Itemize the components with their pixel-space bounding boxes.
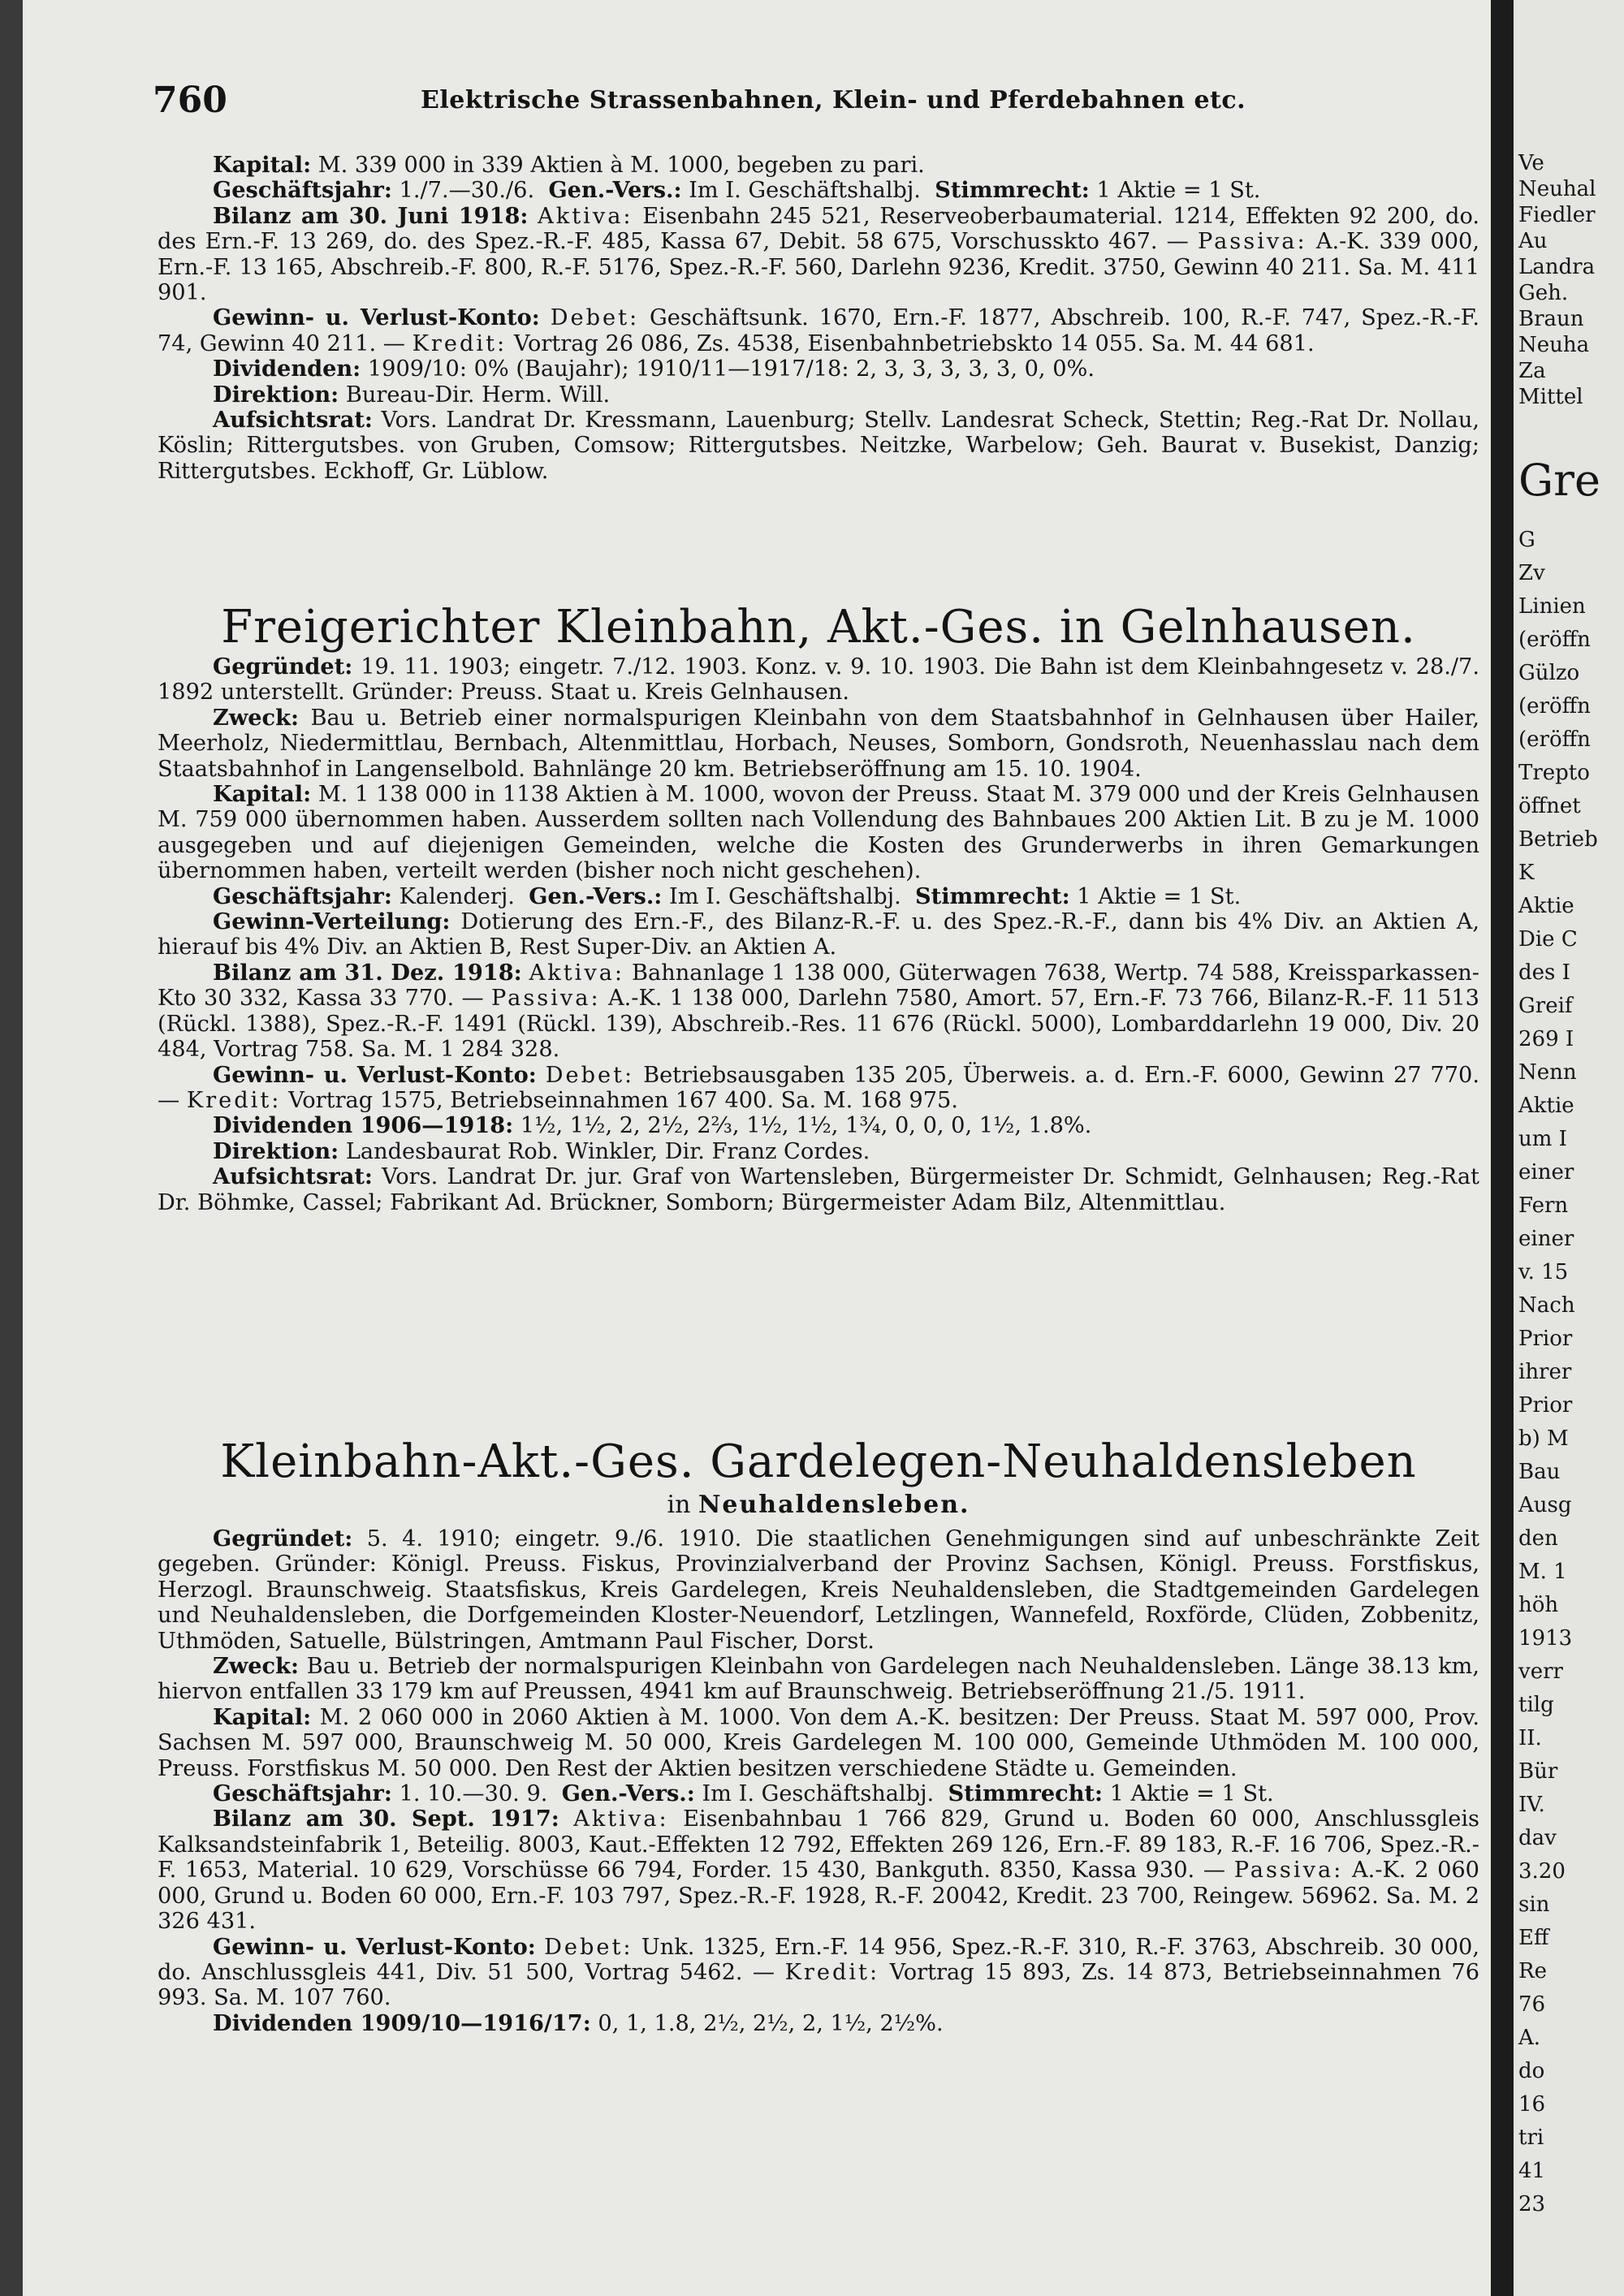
zweck-label: Zweck: xyxy=(213,704,299,731)
adjacent-line: tri xyxy=(1518,2126,1544,2150)
adjacent-line: Die C xyxy=(1518,927,1578,952)
bilanz-label: Bilanz am 30. Sept. 1917: xyxy=(213,1806,559,1832)
adjacent-line: do xyxy=(1518,2059,1545,2083)
geschaeftsjahr-entry xyxy=(158,1781,1479,1806)
kapital-entry xyxy=(158,1705,1479,1781)
running-title: Elektrische Strassenbahnen, Klein- und Pferdebahnen etc. xyxy=(421,86,1246,114)
guv-debet-text: Unk. 1325, Ern.-F. 14 956, Spez.-R.-F. 310, R.-F. 3763, Abschreib. 30 000, do. Anschlussgleis 441, Div. 51 500, Vortrag 5462. — xyxy=(158,1934,1479,1985)
adjacent-line: Au xyxy=(1518,229,1548,253)
page-number: 760 xyxy=(153,80,227,121)
stimmrecht-text: 1 Aktie = 1 St. xyxy=(1096,178,1261,204)
kredit-label: Kredit: xyxy=(412,330,508,356)
gegruendet-text: 5. 4. 1910; eingetr. 9./6. 1910. Die staatlichen Genehmigungen sind auf unbeschränkte Zeit gegeben. Gründer: Königl. Preuss. Fiskus, Provinzialverband der Provinz Sachsen, Königl. Preuss. Forstfiskus, Herzogl. Braunschweig. Staatsfiskus, Kreis Gardelegen, Kreis Neuhaldensleben, die Stadtgemeinden Gardelegen und Neuhaldensleben, die Dorfgemeinden Kloster-Neuendorf, Letzlingen, Wannefeld, Roxförde, Clüden, Zobbenitz, Uthmöden, Satuelle, Bülstringen, Amtmann Paul Fischer, Dorst. xyxy=(158,1526,1479,1654)
gegruendet-entry xyxy=(158,1526,1479,1654)
bilanz-entry xyxy=(158,204,1479,306)
adjacent-line: Bau xyxy=(1518,1460,1561,1484)
adjacent-line: Fern xyxy=(1518,1193,1569,1218)
company-location xyxy=(158,1489,1479,1521)
dividenden-entry xyxy=(158,356,1479,382)
geschaeftsjahr-text: 1. 10.—30. 9. xyxy=(399,1781,548,1807)
adjacent-line: K xyxy=(1518,861,1535,885)
book-gutter xyxy=(1491,0,1514,2296)
company-title: Freigerichter Kleinbahn, Akt.-Ges. in Gelnhausen. xyxy=(221,601,1416,654)
dividenden-entry xyxy=(158,2011,1479,2036)
guv-entry xyxy=(158,1063,1479,1114)
bilanz-passiva-text: A.-K. 1 138 000, Darlehn 7580, Amort. 57, Ern.-F. 73 766, Bilanz-R.-F. 11 513 (Rückl. 1388), Spez.-R.-F. 1491 (Rückl. 139), Abschreib.-Res. 11 676 (Rückl. 5000), Lombarddarlehn 19 000, Div. 20 484, Vortrag 758. Sa. M. 1 284 328. xyxy=(158,986,1479,1063)
gewinnverteilung-entry xyxy=(158,909,1479,960)
kapital-label: Kapital: xyxy=(213,1703,312,1730)
adjacent-line: (eröffn xyxy=(1518,628,1591,652)
adjacent-line: Nenn xyxy=(1518,1060,1577,1085)
adjacent-line: Fiedler xyxy=(1518,203,1596,227)
aktiva-label: Aktiva: xyxy=(529,960,625,986)
adjacent-line: Landra xyxy=(1518,255,1596,279)
adjacent-line: A. xyxy=(1518,2026,1541,2050)
company-title: Kleinbahn-Akt.-Ges. Gardelegen-Neuhaldensleben xyxy=(220,1435,1417,1488)
adjacent-line: 269 I xyxy=(1518,1027,1574,1051)
adjacent-line: des I xyxy=(1518,960,1570,985)
kapital-text: M. 2 060 000 in 2060 Aktien à M. 1000. Von dem A.-K. besitzen: Der Preuss. Staat M. 597 000, Prov. Sachsen M. 597 000, Braunschweig M. 50 000, Kreis Gardelegen M. 100 000, Gemeinde Uthmöden M. 100 000, Preuss. Forstfiskus M. 50 000. Den Rest der Aktien besitzen verschiedene Städte u. Gemeinden. xyxy=(158,1704,1479,1781)
adjacent-line: 41 xyxy=(1518,2159,1546,2183)
bilanz-aktiva-text: Eisenbahnbau 1 766 829, Grund u. Boden 60 000, Anschlussgleis Kalksandsteinfabrik 1, Beteilig. 8003, Kaut.-Effekten 12 792, Effekten 269 126, Ern.-F. 89 183, R.-F. 16 706, Spez.-R.-F. 1653, Material. 10 629, Vorschüsse 66 794, Forder. 15 430, Bankguth. 8350, Kassa 930. — xyxy=(158,1806,1479,1884)
adjacent-line: einer xyxy=(1518,1160,1574,1185)
guv-label: Gewinn- u. Verlust-Konto: xyxy=(213,1061,537,1088)
adjacent-line: II. xyxy=(1518,1726,1542,1750)
kapital-label: Kapital: xyxy=(213,152,312,178)
kapital-label: Kapital: xyxy=(213,781,312,808)
kapital-entry xyxy=(158,782,1479,884)
adjacent-heading: Gre xyxy=(1518,455,1600,506)
bilanz-passiva-text: A.-K. 339 000, Ern.-F. 13 165, Abschreib.-F. 800, R.-F. 5176, Spez.-R.-F. 560, Darlehn 9236, Kredit. 3750, Gewinn 40 211. Sa. M. 411 901. xyxy=(158,229,1479,306)
dividenden-label: Dividenden 1906—1918: xyxy=(213,1112,514,1139)
bilanz-aktiva-text: Bahnanlage 1 138 000, Güterwagen 7638, Wertp. 74 588, Kreissparkassen-Kto 30 332, Kassa 33 770. — xyxy=(158,960,1479,1012)
guv-kredit-text: Vortrag 15 893, Zs. 14 873, Betriebseinnahmen 76 993. Sa. M. 107 760. xyxy=(158,1959,1479,2011)
gewinnverteilung-text: Dotierung des Ern.-F., des Bilanz-R.-F. u. des Spez.-R.-F., dann bis 4% Div. an Aktien A, hierauf bis 4% Div. an Aktien B, Rest Super-Div. an Aktien A. xyxy=(158,909,1479,960)
geschaeftsjahr-entry xyxy=(158,178,1479,203)
direktion-entry xyxy=(158,382,1479,408)
adjacent-line: verr xyxy=(1518,1659,1563,1684)
adjacent-line: 76 xyxy=(1518,1992,1546,2017)
stimmrecht-label: Stimmrecht: xyxy=(935,177,1090,204)
adjacent-line: öffnet xyxy=(1518,794,1581,818)
aktiva-label: Aktiva: xyxy=(573,1806,669,1832)
location-place: Neuhaldensleben. xyxy=(698,1491,970,1519)
adjacent-line: (eröffn xyxy=(1518,694,1591,719)
gegruendet-text: 19. 11. 1903; eingetr. 7./12. 1903. Konz. v. 9. 10. 1903. Die Bahn ist dem Kleinbahngesetz v. 28./7. 1892 unterstellt. Gründer: Preuss. Staat u. Kreis Gelnhausen. xyxy=(158,654,1479,706)
adjacent-line: Mittel xyxy=(1518,385,1583,409)
genvers-text: Im I. Geschäftshalbj. xyxy=(669,883,901,909)
bilanz-aktiva-text: Eisenbahn 245 521, Reserveoberbaumaterial. 1214, Effekten 92 200, do. des Ern.-F. 13 269, do. des Spez.-R.-F. 485, Kassa 67, Debit. 58 675, Vorschusskto 467. — xyxy=(158,203,1479,255)
direktion-label: Direktion: xyxy=(213,1137,339,1164)
geschaeftsjahr-text: Kalenderj. xyxy=(399,883,515,909)
bilanz-label: Bilanz am 30. Juni 1918: xyxy=(213,202,529,229)
dividenden-entry xyxy=(158,1113,1479,1138)
direktion-text: Landesbaurat Rob. Winkler, Dir. Franz Cordes. xyxy=(345,1138,870,1164)
adjacent-line: Betrieb xyxy=(1518,827,1598,852)
bilanz-passiva-text: A.-K. 2 060 000, Grund u. Boden 60 000, Ern.-F. 103 797, Spez.-R.-F. 1928, R.-F. 20042, Kredit. 23 700, Reingew. 56962. Sa. M. 2 326 431. xyxy=(158,1858,1479,1935)
adjacent-line: dav xyxy=(1518,1826,1557,1850)
guv-entry xyxy=(158,1935,1479,2011)
adjacent-line: Prior xyxy=(1518,1393,1573,1418)
adjacent-line: (eröffn xyxy=(1518,727,1591,752)
adjacent-line: Eff xyxy=(1518,1926,1549,1950)
adjacent-line: Nach xyxy=(1518,1293,1575,1318)
stimmrecht-label: Stimmrecht: xyxy=(915,883,1070,909)
location-prefix: in xyxy=(667,1491,691,1519)
adjacent-line: höh xyxy=(1518,1593,1559,1617)
gegruendet-entry xyxy=(158,654,1479,706)
debet-label: Debet: xyxy=(550,305,640,331)
kapital-text: M. 1 138 000 in 1138 Aktien à M. 1000, wovon der Preuss. Staat M. 379 000 und der Kreis Gelnhausen M. 759 000 übernommen haben. Ausserdem sollten nach Vollendung des Bahnbaues 200 Aktien Lit. B zu je M. 1000 ausgegeben und auf diejenigen Gemeinden, welche die Kosten des Grunderwerbs in ihren Gemarkungen übernommen haben, verteilt werden (bisher noch nicht geschehen). xyxy=(158,782,1479,884)
bilanz-entry xyxy=(158,960,1479,1063)
stimmrecht-text: 1 Aktie = 1 St. xyxy=(1109,1781,1274,1807)
dividenden-label: Dividenden 1909/10—1916/17: xyxy=(213,2009,591,2036)
kredit-label: Kredit: xyxy=(186,1087,282,1113)
adjacent-line: Linien xyxy=(1518,594,1586,619)
adjacent-line: Aktie xyxy=(1518,1094,1574,1118)
kapital-text: M. 339 000 in 339 Aktien à M. 1000, begeben zu pari. xyxy=(317,153,925,178)
gewinnverteilung-label: Gewinn-Verteilung: xyxy=(213,908,451,935)
adjacent-line: Geh. xyxy=(1518,281,1569,305)
adjacent-line: Braun xyxy=(1518,307,1584,331)
aktiva-label: Aktiva: xyxy=(538,203,633,229)
gegruendet-label: Gegründet: xyxy=(213,1526,353,1552)
genvers-label: Gen.-Vers.: xyxy=(529,883,663,909)
debet-label: Debet: xyxy=(544,1934,633,1960)
guv-label: Gewinn- u. Verlust-Konto: xyxy=(213,1933,536,1960)
adjacent-line: einer xyxy=(1518,1227,1574,1251)
aufsichtsrat-entry xyxy=(158,408,1479,484)
guv-entry xyxy=(158,305,1479,356)
section-continuation xyxy=(158,153,1479,484)
direktion-entry xyxy=(158,1139,1479,1164)
adjacent-line: Neuha xyxy=(1518,333,1590,357)
dividenden-label: Dividenden: xyxy=(213,356,361,382)
geschaeftsjahr-text: 1./7.—30./6. xyxy=(399,178,535,204)
zweck-entry xyxy=(158,706,1479,782)
adjacent-line: v. 15 xyxy=(1518,1260,1569,1284)
passiva-label: Passiva: xyxy=(1233,1858,1344,1884)
guv-label: Gewinn- u. Verlust-Konto: xyxy=(213,304,540,331)
page-header xyxy=(153,80,1484,128)
geschaeftsjahr-label: Geschäftsjahr: xyxy=(213,177,392,204)
aufsichtsrat-entry xyxy=(158,1164,1479,1215)
bilanz-label: Bilanz am 31. Dez. 1918: xyxy=(213,959,522,986)
kapital-entry xyxy=(158,153,1479,178)
adjacent-line: tilg xyxy=(1518,1693,1554,1717)
genvers-label: Gen.-Vers.: xyxy=(561,1780,695,1807)
adjacent-line: IV. xyxy=(1518,1793,1545,1817)
aufsichtsrat-text: Vors. Landrat Dr. Kressmann, Lauenburg; Stellv. Landesrat Scheck, Stettin; Reg.-Rat Dr. Nollau, Köslin; Rittergutsbes. von Gruben, Comsow; Rittergutsbes. Neitzke, Warbelow; Geh. Baurat v. Busekist, Danzig; Rittergutsbes. Eckhoff, Gr. Lüblow. xyxy=(158,408,1479,484)
dividenden-text: 0, 1, 1.8, 2½, 2½, 2, 1½, 2½%. xyxy=(598,2010,944,2036)
adjacent-page-edge xyxy=(1514,0,1624,2296)
adjacent-line: Greif xyxy=(1518,994,1573,1018)
guv-debet-text: Geschäftsunk. 1670, Ern.-F. 1877, Abschreib. 100, R.-F. 747, Spez.-R.-F. 74, Gewinn 40 211. — xyxy=(158,305,1479,356)
adjacent-line: G xyxy=(1518,528,1535,552)
genvers-label: Gen.-Vers.: xyxy=(548,177,682,204)
geschaeftsjahr-label: Geschäftsjahr: xyxy=(213,883,392,909)
gegruendet-label: Gegründet: xyxy=(213,654,353,680)
kredit-label: Kredit: xyxy=(784,1959,880,1985)
adjacent-line: 16 xyxy=(1518,2092,1546,2117)
company-entry-gardelegen xyxy=(158,1435,1479,2036)
adjacent-line: Trepto xyxy=(1518,761,1590,785)
adjacent-line: Ausg xyxy=(1518,1493,1572,1517)
dividenden-text: 1909/10: 0% (Baujahr); 1910/11—1917/18: 2, 3, 3, 3, 3, 3, 0, 0%. xyxy=(367,356,1095,382)
genvers-text: Im I. Geschäftshalbj. xyxy=(702,1781,935,1807)
geschaeftsjahr-label: Geschäftsjahr: xyxy=(213,1780,392,1807)
document-page xyxy=(23,0,1491,2296)
adjacent-line: M. 1 xyxy=(1518,1560,1567,1584)
adjacent-line: den xyxy=(1518,1526,1558,1551)
direktion-label: Direktion: xyxy=(213,381,339,408)
aufsichtsrat-label: Aufsichtsrat: xyxy=(213,407,373,434)
adjacent-line: ihrer xyxy=(1518,1360,1572,1384)
direktion-text: Bureau-Dir. Herm. Will. xyxy=(345,382,611,408)
geschaeftsjahr-entry xyxy=(158,884,1479,909)
adjacent-line: 1913 xyxy=(1518,1626,1573,1651)
guv-debet-text: Betriebsausgaben 135 205, Überweis. a. d. Ern.-F. 6000, Gewinn 27 770. — xyxy=(158,1062,1479,1113)
stimmrecht-label: Stimmrecht: xyxy=(948,1780,1104,1807)
dividenden-text: 1½, 1½, 2, 2½, 2⅔, 1½, 1½, 1¾, 0, 0, 0, 1½, 1.8%. xyxy=(520,1113,1092,1139)
bilanz-entry xyxy=(158,1806,1479,1934)
adjacent-line: 23 xyxy=(1518,2192,1546,2216)
zweck-text: Bau u. Betrieb der normalspurigen Kleinbahn von Gardelegen nach Neuhaldensleben. Länge 38.13 km, hiervon entfallen 33 179 km auf Preussen, 4941 km auf Braunschweig. Betriebseröffnung 21./5. 1911. xyxy=(158,1654,1479,1705)
debet-label: Debet: xyxy=(545,1062,635,1088)
adjacent-line: 3.20 xyxy=(1518,1859,1566,1884)
adjacent-line: um I xyxy=(1518,1127,1567,1151)
aufsichtsrat-text: Vors. Landrat Dr. jur. Graf von Wartensleben, Bürgermeister Dr. Schmidt, Gelnhausen; Reg.-Rat Dr. Böhmke, Cassel; Fabrikant Ad. Brückner, Somborn; Bürgermeister Adam Bilz, Altenmittlau. xyxy=(158,1164,1479,1215)
adjacent-line: Prior xyxy=(1518,1327,1573,1351)
passiva-label: Passiva: xyxy=(491,986,601,1012)
adjacent-line: sin xyxy=(1518,1892,1550,1917)
adjacent-line: Za xyxy=(1518,359,1546,383)
stimmrecht-text: 1 Aktie = 1 St. xyxy=(1077,883,1242,909)
adjacent-line: b) M xyxy=(1518,1426,1569,1451)
passiva-label: Passiva: xyxy=(1198,229,1307,255)
zweck-label: Zweck: xyxy=(213,1653,299,1680)
adjacent-line: Neuhal xyxy=(1518,177,1596,201)
zweck-entry xyxy=(158,1654,1479,1705)
adjacent-line: Bür xyxy=(1518,1759,1558,1784)
aufsichtsrat-label: Aufsichtsrat: xyxy=(213,1163,373,1190)
guv-kredit-text: Vortrag 26 086, Zs. 4538, Eisenbahnbetriebskto 14 055. Sa. M. 44 681. xyxy=(513,330,1315,356)
genvers-text: Im I. Geschäftshalbj. xyxy=(689,178,921,204)
company-entry-freigerichter xyxy=(158,601,1479,1215)
adjacent-line: Gülzo xyxy=(1518,661,1580,685)
adjacent-line: Ve xyxy=(1518,151,1544,175)
zweck-text: Bau u. Betrieb einer normalspurigen Kleinbahn von dem Staatsbahnhof in Gelnhausen über Hailer, Meerholz, Niedermittlau, Bernbach, Altenmittlau, Horbach, Neuses, Somborn, Gondsroth, Neuenhasslau nach dem Staatsbahnhof in Langenselbold. Bahnlänge 20 km. Betriebseröffnung am 15. 10. 1904. xyxy=(158,705,1479,782)
adjacent-line: Aktie xyxy=(1518,894,1574,918)
adjacent-line: Re xyxy=(1518,1959,1547,1983)
guv-kredit-text: Vortrag 1575, Betriebseinnahmen 167 400. Sa. M. 168 975. xyxy=(288,1087,958,1113)
adjacent-line: Zv xyxy=(1518,561,1545,585)
